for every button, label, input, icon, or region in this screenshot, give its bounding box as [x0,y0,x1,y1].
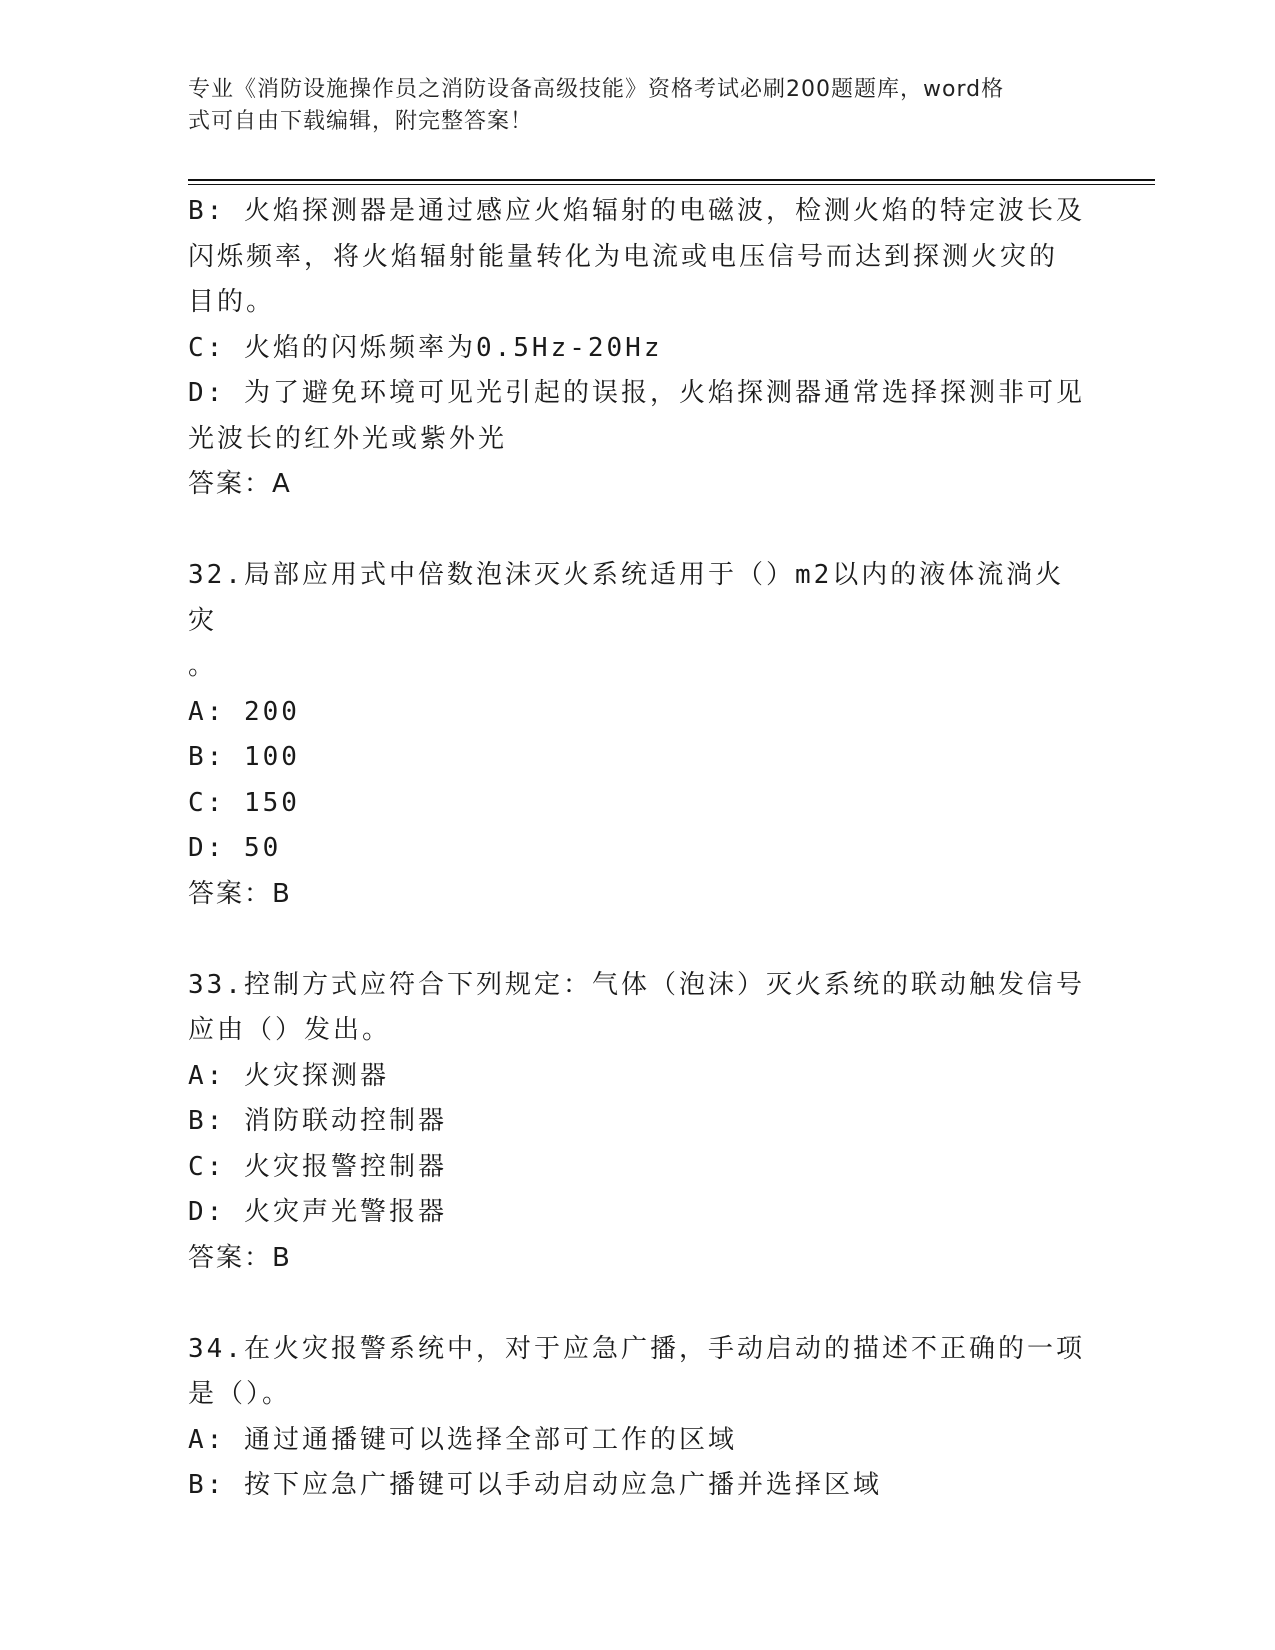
question-33 [188,963,1088,1282]
header-divider-thick [188,179,1155,181]
option-b-line-3: 目的。 [188,287,276,317]
header-divider-thin [188,184,1155,185]
option-b: B: 按下应急广播键可以手动启动应急广播并选择区域 [188,1470,882,1500]
header-line-1: 专业《消防设施操作员之消防设备高级技能》资格考试必刷200题题库，word格 [188,77,1005,102]
option-b-line-2: 闪烁频率，将火焰辐射能量转化为电流或电压信号而达到探测火灾的 [188,241,1059,272]
question-32 [188,553,1088,917]
question-stem-line-1: 33.控制方式应符合下列规定：气体（泡沫）灭火系统的联动触发信号 [188,969,1085,1000]
option-c: C: 火灾报警控制器 [188,1151,447,1182]
option-b-line-1: B: 火焰探测器是通过感应火焰辐射的电磁波，检测火焰的特定波长及 [188,196,1085,226]
spacer [188,508,1088,554]
header-line-2: 式可自由下载编辑，附完整答案！ [188,109,534,134]
page-header [188,74,1068,138]
question-stem-line-2: 。 [188,651,218,681]
question-list [188,189,1088,1509]
option-a: A: 火灾探测器 [188,1060,389,1091]
question-31-continued [188,189,1088,508]
option-d-line-2: 光波长的红外光或紫外光 [188,423,508,454]
question-34 [188,1327,1088,1509]
option-a: A: 通过通播键可以选择全部可工作的区域 [188,1424,737,1455]
option-d: D: 50 [188,833,282,863]
question-stem-line-1: 32.局部应用式中倍数泡沫灭火系统适用于（）m2以内的液体流淌火灾 [188,560,1065,636]
answer: 答案：A [188,469,292,499]
spacer [188,917,1088,963]
answer: 答案：B [188,878,292,909]
question-stem-line-1: 34.在火灾报警系统中，对于应急广播，手动启动的描述不正确的一项 [188,1333,1085,1364]
spacer [188,1281,1088,1327]
option-d: D: 火灾声光警报器 [188,1197,447,1227]
question-stem-line-2: 是（）。 [188,1379,292,1409]
option-b: B: 消防联动控制器 [188,1106,447,1136]
option-d-line-1: D: 为了避免环境可见光引起的误报，火焰探测器通常选择探测非可见 [188,378,1085,408]
question-stem-line-2: 应由（）发出。 [188,1015,392,1045]
option-b: B: 100 [188,742,300,772]
answer: 答案：B [188,1242,292,1273]
option-a: A: 200 [188,696,300,727]
option-c: C: 150 [188,787,300,818]
option-c: C: 火焰的闪烁频率为0.5Hz-20Hz [188,332,663,363]
